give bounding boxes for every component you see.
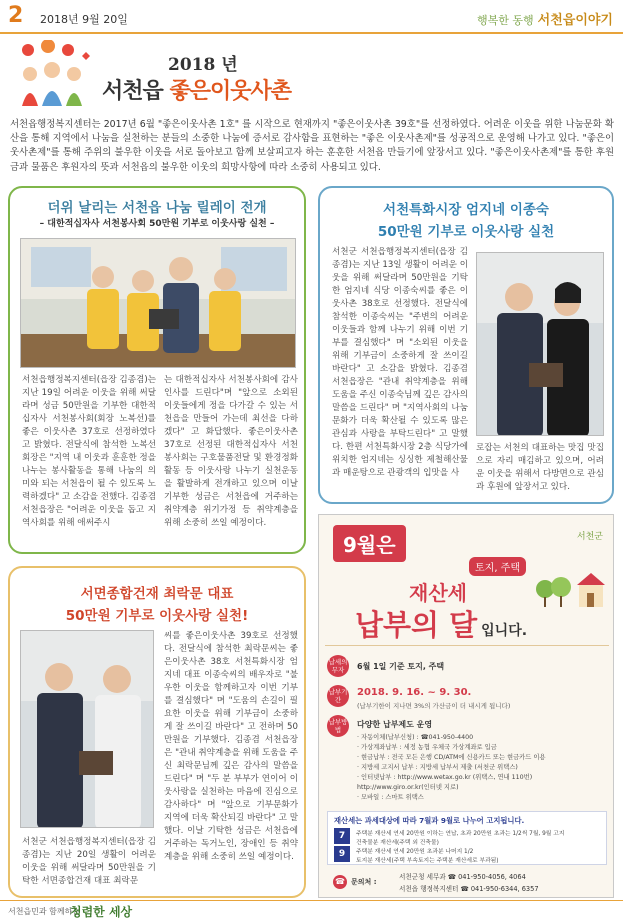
article-eomjine-photo xyxy=(476,252,604,436)
house-trees-icon xyxy=(533,569,607,609)
issue-date: 2018년 9월 20일 xyxy=(40,13,128,26)
contact-label: 문의처 : xyxy=(351,878,377,886)
article-seomyeon-col2: 씨를 좋은이웃사촌 39호로 선정했다. 전달식에 참석한 최락문씨는 좋은이웃사촌 38호 서천특화시장 엄지네 대표 이종숙씨의 배우자로 "불우한 이웃을 함께하고자 이번 기부를 결심했다" 며 "도움의 손길이 필요한 이웃을 위해 기부금이 소중하게 잘 쓰이길 바란다" 고 전하며 50만원을 기부했다. 김종겸 서천읍장은 "관내 취약계층을 위해 도움을 주신 최락문님께 깊은 감사의 말씀을 드린다" 며 "두 분 부부가 연이어 이웃사랑을 실천하는 마음에 진심으로 감사하다" 며 "앞으로 기부문화가 지역에 더욱 확산되길 바란다" 고 말했다. 이날 기탁한 성금은 서천읍에 거주하는 독거노인, 장애인 등 취약계층을 위해 소중히 쓰일 예정이다. xyxy=(164,631,298,862)
poster-headline-main: 납부의 달 xyxy=(355,608,478,642)
article-relay-col1: 서천읍행정복지센터(읍장 김종겸)는 지난 19일 어려운 이웃을 위해 써달라며 성금 50만원을 기부한 대한적십자사 서천봉사회(회장 노복선)를 좋은 이웃사촌 37호로 선정하였다고 밝혔다. 전달식에 참석한 노복선 회장은 "지역 내 이웃과 훈훈한 정을 나누는 봉사활동을 통해 나눔의 의미와 되는 서천읍이 될 수 있도록 노력하겠다" 고 소감을 전했다. 김종겸 서천읍장은 "어려운 이웃을 돕고 지역사회를 위해 애써주시 xyxy=(22,375,156,528)
notice-heading: 재산세는 과세대상에 따라 7월과 9월로 나누어 고지됩니다. xyxy=(334,816,525,825)
article-eomjine-col2: 로잡는 서천의 대표하는 맛집 맛집으로 자리 매김하고 있으며, 어려운 이웃을 위해서 다방면으로 관심과 후원에 앞장서고 있다. xyxy=(476,443,604,492)
method-line: · 현금납부 : 전국 모든 은행 CD/ATM에 신용카드 또는 현금카드 이용 xyxy=(357,754,546,761)
article-seomyeon-title: 서면종합건재 최락문 대표 xyxy=(80,586,234,602)
notice-box xyxy=(327,811,607,865)
poster-headline-1: 재산세 xyxy=(409,581,467,605)
method-line: · 인터넷납부 : http://www.wetax.go.kr (위택스, 연내 110번) xyxy=(357,774,533,781)
contact-line: 서천읍 행정복지센터 ☎ 041-950-6344, 6357 xyxy=(399,885,539,893)
page-number: 2 xyxy=(8,3,24,28)
page-title xyxy=(102,74,291,105)
donors-photo-image xyxy=(477,253,604,436)
brand-name: 서천읍이야기 xyxy=(537,13,613,28)
label-period: 납부기간 xyxy=(327,685,349,707)
title-prefix: 서천읍 xyxy=(102,79,163,104)
newsletter-brand xyxy=(477,9,613,28)
poster-headline-2 xyxy=(355,603,527,644)
notice-line: 주택분 재산세 연세 20만원 이하는 연납, 초과 20만원 초과는 1/2씩 7월, 9월 고지 xyxy=(356,831,565,837)
article-eomjine-col1: 서천군 서천읍행정복지센터(읍장 김종겸)는 지난 13일 생활이 어려운 이웃을 위해 써달라며 50만원을 기탁한 엄지네 식당 이종숙씨를 좋은 이웃사촌 38호로 선정했다. 전달식에 참석한 이종숙씨는 "주변의 어려운 이웃들과 함께 나누기 위해 이번 기부를 결심했다" 며 "소외된 이웃을 위해 기부금이 소중하게 잘 쓰이길 바란다" 고 소감을 밝혔다. 김종겸 서천읍장은 "관내 취약계층을 위해 도움을 주신 이종숙님께 깊은 감사의 말씀을 드린다" 며 "지역사회의 나눔문화가 더욱 확산될 수 있도록 많은 관심과 사랑을 부탁드린다" 고 말했다. 한편 서천특화시장 2층 식당가에 위치한 엄지네는 싱싱한 제철해산물과 매운탕으로 관광객의 입맛을 사 xyxy=(332,247,468,478)
method-line: http://www.giro.or.kr(인터넷 지로) xyxy=(357,784,459,791)
method-line: · 자동이체(납부신청) : ☎041-950-4400 xyxy=(357,734,474,741)
section-title-area xyxy=(0,36,623,114)
label-taxpayer: 납세의무자 xyxy=(327,655,349,677)
poster-headline-suffix: 입니다. xyxy=(481,623,528,639)
article-eomjine xyxy=(318,186,614,504)
notice-line: 건축물분 재산세(주택 외 건축물) xyxy=(356,840,439,846)
article-relay xyxy=(8,186,306,554)
notice-line: 토지분 재산세(주택 부속토지는 주택분 재산세로 부과됨) xyxy=(356,858,499,864)
article-seomyeon-col1: 서천군 서천읍행정복지센터(읍장 김종겸)는 지난 20일 생활이 어려운 이웃을 위해 써달라며 50만원을 기탁한 서면종합건재 대표 최락문 xyxy=(22,837,156,886)
page-footer xyxy=(0,900,623,920)
contact-line: 서천군청 세무과 ☎ 041-950-4056, 4064 xyxy=(399,873,526,881)
month-9-badge: 9 xyxy=(334,846,350,862)
phone-icon: ☎ xyxy=(333,875,347,889)
article-seomyeon-photo xyxy=(20,630,154,828)
taxpayer-text: 6월 1일 기준 토지, 주택 xyxy=(357,662,445,671)
article-relay-col2: 는 대한적십자사 서천봉사회에 감사인사를 드린다"며 "앞으로 소외된 이웃들에게 정을 다가갈 수 있는 서천읍을 만들어 가는데 최선을 다하겠다" 고 화답했다. 좋은이웃사촌 37호로 선정된 대한적십자사 서천봉사회는 구호물품전달 및 환경정화활동 등 이웃사랑 나누기 실천운동을 활발하게 전개하고 있으며 이날 기부한 성금은 서천읍에 거주하는 취약계층 위기가정 등 취약계층을 위해 소중히 쓰일 예정이다. xyxy=(164,375,298,528)
title-highlight: 좋은이웃사촌 xyxy=(169,79,291,104)
notice-line: 주택분 재산세 연세 20만원 초과분 나머지 1/2 xyxy=(356,849,474,855)
method-line: · 모바일 : 스마트 위택스 xyxy=(357,794,424,801)
article-eomjine-title: 서천특화시장 엄지네 이종숙 xyxy=(383,202,549,218)
brand-prefix: 행복한 동행 xyxy=(477,14,534,27)
families-hearts-icon xyxy=(12,40,94,110)
footer-brand: 청렴한 세상 xyxy=(70,905,133,919)
poster-tag: 토지, 주택 xyxy=(469,557,526,576)
method-line: · 가상계좌납부 : 세정 농협 우체국 가상계좌로 입금 xyxy=(357,744,497,751)
article-seomyeon xyxy=(8,566,306,898)
title-year: 2018 년 xyxy=(168,55,238,75)
poster-month-badge: 9월은 xyxy=(333,525,406,562)
article-eomjine-subtitle: 50만원 기부로 이웃사랑 실천 xyxy=(377,224,555,240)
method-list xyxy=(357,733,607,803)
article-relay-subtitle: – 대한적십자사 서천봉사회 50만원 기부로 이웃사랑 실천 – xyxy=(39,219,275,229)
intro-paragraph: 서천읍행정복지센터는 2017년 6월 "좋은이웃사촌 1호" 를 시작으로 현재까지 "좋은이웃사촌 39호"를 선정하였다. 어려운 이웃을 위한 나눔문화 확산을 통해 지역에서 나눔을 실천하는 분들의 소중한 나눔에 증서로 감사함을 표현하는 "좋은 이웃사촌제"를 성공적으로 운영해 나가고 있다. "좋은이웃사촌제"를 통해 주위의 불우한 이웃을 서로 돌아보고 함께 보살피고자 하는 훈훈한 서천읍 만들기에 앞장서고 있다. "좋은이웃사촌제"를 통한 후원금과 물품은 후원자의 뜻과 서천읍의 불우한 이웃의 희망사항에 따라 소중히 사용되고 있다. xyxy=(10,119,614,173)
period-text: 2018. 9. 16. ~ 9. 30. xyxy=(357,687,472,698)
article-relay-photo xyxy=(20,238,296,368)
month-7-badge: 7 xyxy=(334,828,350,844)
property-tax-poster xyxy=(318,514,614,898)
group-photo-image xyxy=(21,239,296,368)
article-relay-title: 더위 날리는 서천읍 나눔 릴레이 전개 xyxy=(47,200,267,216)
footer-caption: 서천읍민과 함께하는 xyxy=(8,907,81,916)
label-method: 납부방법 xyxy=(327,715,349,737)
donor-couple-photo-image xyxy=(21,631,154,828)
article-seomyeon-subtitle: 50만원 기부로 이웃사랑 실천! xyxy=(65,608,249,624)
poster-divider xyxy=(325,645,609,646)
page-header xyxy=(0,0,623,34)
method-line: · 지방세 고지서 납부 : 지방세 납부서 제출 (서천군 위택스) xyxy=(357,764,518,771)
poster-brand-sub: 서천군 xyxy=(576,532,603,542)
method-text: 다양한 납부제도 운영 xyxy=(357,720,433,729)
period-note: (납부기한이 지나면 3%의 가산금이 더 내시게 됩니다) xyxy=(357,702,511,710)
